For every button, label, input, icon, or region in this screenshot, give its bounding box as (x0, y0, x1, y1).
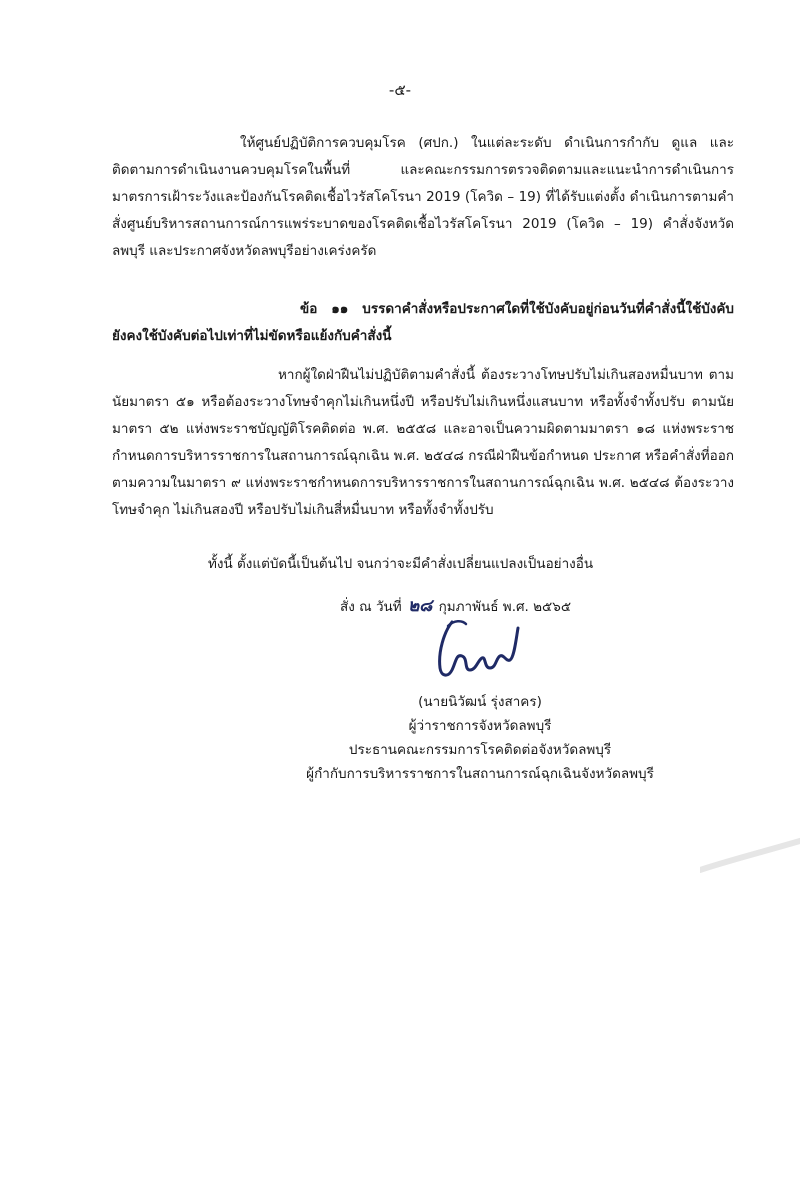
signer-name: (นายนิวัฒน์ รุ่งสาคร) (418, 694, 542, 710)
paragraph-text: หากผู้ใดฝ่าฝืนไม่ปฏิบัติตามคำสั่งนี้ ต้องระวางโทษปรับไม่เกินสองหมื่นบาท ตามนัยมาตรา ๕๑ หรือต้องระวางโทษจำคุกไม่เกินหนึ่งปี หรือปรับไม่เกินหนึ่งแสนบาท หรือทั้งจำทั้งปรับ ตามนัยมาตรา ๕๒ แห่งพระราชบัญญัติโรคติดต่อ พ.ศ. ๒๕๕๘ และอาจเป็นความผิดตามมาตรา ๑๘ แห่งพระราชกำหนดการบริหารราชการในสถานการณ์ฉุกเฉิน พ.ศ. ๒๕๔๘ กรณีฝ่าฝืนข้อกำหนด ประกาศ หรือคำสั่งที่ออกตามความในมาตรา ๙ แห่งพระราชกำหนดการบริหารราชการในสถานการณ์ฉุกเฉิน พ.ศ. ๒๕๔๘ ต้องระวางโทษจำคุก ไม่เกินสองปี หรือปรับไม่เกินสี่หมื่นบาท หรือทั้งจำทั้งปรับ (112, 367, 734, 518)
date-prefix: สั่ง ณ วันที่ (340, 599, 402, 615)
paragraph-control-center (112, 130, 734, 265)
paragraph-text: ให้ศูนย์ปฏิบัติการควบคุมโรค (ศปก.) ในแต่ละระดับ ดำเนินการกำกับ ดูแล และติดตามการดำเนินงานควบคุมโรคในพื้นที่ และคณะกรรมการตรวจติดตามและแนะนำการดำเนินการมาตรการเฝ้าระวังและป้องกันโรคติดเชื้อไวรัสโคโรนา 2019 (โควิด – 19) ที่ได้รับแต่งตั้ง ดำเนินการตามคำสั่งศูนย์บริหารสถานการณ์การแพร่ระบาดของโรคติดเชื้อไวรัสโคโรนา 2019 (โควิด – 19) คำสั่งจังหวัดลพบุรี และประกาศจังหวัดลพบุรีอย่างเคร่งครัด (112, 135, 734, 259)
paragraph-clause-11 (112, 296, 734, 350)
signer-title-governor: ผู้ว่าราชการจังหวัดลพบุรี (408, 718, 552, 734)
signer-title-emergency-supervisor: ผู้กำกับการบริหารราชการในสถานการณ์ฉุกเฉินจังหวัดลพบุรี (306, 766, 654, 782)
handwritten-signature (422, 610, 532, 690)
signer-title-committee-chair: ประธานคณะกรรมการโรคติดต่อจังหวัดลพบุรี (348, 742, 612, 758)
scan-light-streak (700, 830, 800, 890)
paragraph-text: ข้อ ๑๑ บรรดาคำสั่งหรือประกาศใดที่ใช้บังคับอยู่ก่อนวันที่คำสั่งนี้ใช้บังคับ ยังคงใช้บังคับต่อไปเท่าที่ไม่ขัดหรือแย้งกับคำสั่งนี้ (112, 301, 734, 344)
date-day-handwritten: ๒๘ (407, 596, 433, 616)
paragraph-penalties (112, 362, 734, 524)
page-number: -๕- (388, 81, 412, 99)
signature-block (290, 690, 670, 786)
paragraph-effective: ทั้งนี้ ตั้งแต่บัดนี้เป็นต้นไป จนกว่าจะมีคำสั่งเปลี่ยนแปลงเป็นอย่างอื่น (208, 556, 594, 572)
date-month-year: กุมภาพันธ์ พ.ศ. ๒๕๖๕ (438, 599, 572, 615)
